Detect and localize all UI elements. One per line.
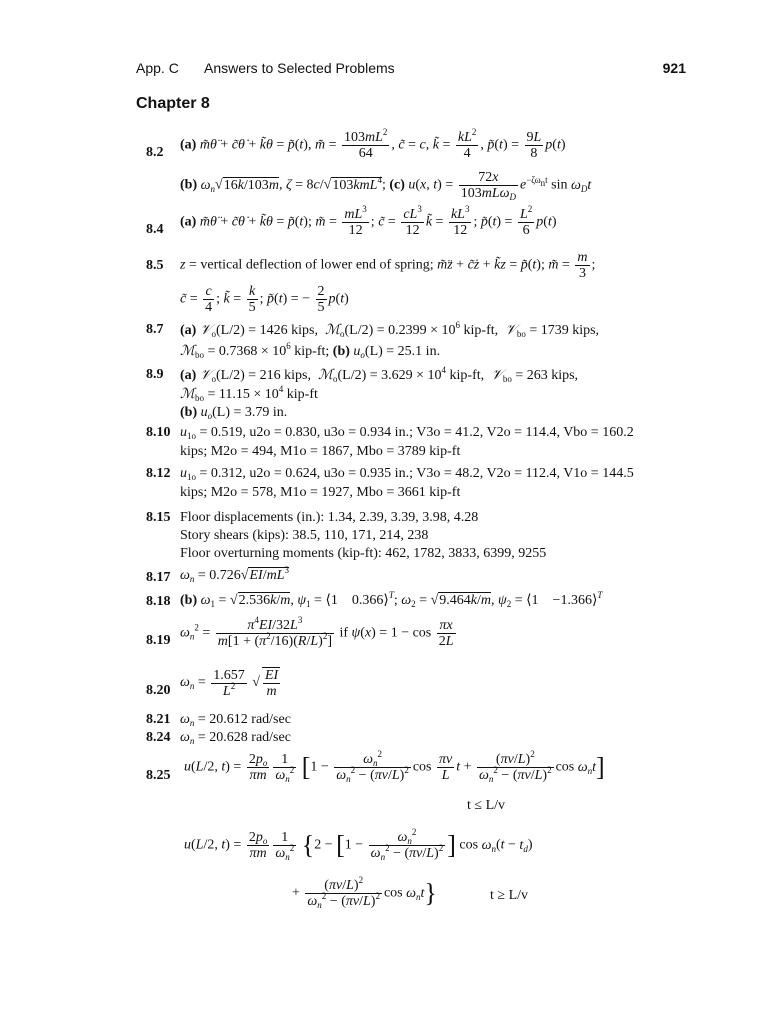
answer-8-21-value: = 20.612 rad/sec bbox=[197, 712, 291, 727]
answer-8-25-condition-2: t ≥ L/v bbox=[490, 888, 529, 903]
answer-8-15-line3: Floor overturning moments (kip-ft): 462, 1782, 3833, 6399, 9255 bbox=[180, 546, 547, 561]
answer-8-25-eq2-cont: + $\frac{(\pi v/L)^2}{\omega_n^2 - (\pi v/L)^2}$ $\cos \omega_nt$} bbox=[292, 875, 437, 910]
answer-8-5-line2: c̃ = $\frac{c}{4}$ ; k̃ = $\frac{k}{5}$ ; p̃(t) = − $\frac{2}{5}$ p(t) bbox=[180, 284, 349, 315]
problem-number: 8.25 bbox=[146, 768, 171, 783]
answer-8-9-d: = 11.15 × 10 bbox=[207, 387, 279, 402]
answer-8-9-line3: (b) $u_o(L) = 3.79$ in. bbox=[180, 405, 288, 421]
answer-8-9-line1: (a) 𝒱$_o$(L/2) = 216 kips, ℳ$_o$(L/2) = $3.629 \times 10^4$ kip-ft, 𝒱$_{bo}$ = 263 kips, bbox=[180, 365, 579, 384]
answer-8-9-b: (L/2) = 3.629 × 10 bbox=[337, 368, 442, 383]
answer-8-7-e: (L) = 25.1 in. bbox=[364, 344, 441, 359]
answer-8-12-line2: kips; M2o = 578, M1o = 1927, Mbo = 3661 kip-ft bbox=[180, 485, 461, 500]
problem-number: 8.21 bbox=[146, 712, 171, 727]
answer-8-25-condition-1: t ≤ L/v bbox=[467, 798, 506, 813]
answer-8-5-text: = vertical deflection of lower end of spring; bbox=[188, 257, 434, 273]
answer-8-25-eq2: u(L/2, t) = $\frac{2p_o}{\pi m}$ $\frac{1}{\omega_n^2}$ {2 − [1 − $\frac{\omega_n^2}{\omega_n^2 - (\pi v/L)^2}$ ] $\cos \omega_n(t - t_d)$ bbox=[184, 827, 533, 862]
answer-8-5-line1: z = vertical deflection of lower end of spring; m̃z̈ + c̃ż + k̃z = p̃(t); m̃ = $\frac{m}{3}$ ; bbox=[180, 250, 596, 281]
answer-8-2-a: (a) m̃θ̈ + c̃θ̇ + k̃θ = p̃(t), m̃ = $\frac{103mL^2}{64}$ , c̃ = c, k̃ = $\frac{kL^2}{4}$ , p̃(t) = $\frac{9L}{8}$ p(t) bbox=[180, 127, 566, 161]
answer-8-19: $\omega_n^2$ = $\frac{\pi^4EI/32L^3}{m[1 + (\pi^2/16)(R/L)^2]}$ if ψ(x) = 1 − cos $\frac{\pi x}{2L}$ bbox=[180, 615, 454, 649]
answer-8-21: $\omega_n = 20.612$ rad/sec bbox=[180, 712, 291, 728]
answer-8-10-line1: $u_{1o} = 0.519$, u2o = 0.830, u3o = 0.934 in.; V3o = 41.2, V2o = 114.4, Vbo = 160.2 bbox=[180, 425, 634, 441]
answer-8-7-d: = 0.7368 × 10 bbox=[207, 344, 287, 359]
answer-8-7-line1: (a) 𝒱$_o$(L/2) = 1426 kips, ℳ$_o$(L/2) = $0.2399 \times 10^6$ kip-ft, 𝒱$_{bo}$ = 1739 kips, bbox=[180, 320, 600, 339]
problem-number: 8.5 bbox=[146, 258, 164, 273]
answer-8-4: (a) m̃θ̈ + c̃θ̇ + k̃θ = p̃(t); m̃ = $\frac{mL^3}{12}$ ; c̃ = $\frac{cL^3}{12}$ k̃ = $\frac{kL^3}{12}$ ; p̃(t) = $\frac{L^2}{6}$ p(t) bbox=[180, 204, 557, 238]
answer-8-18: (b) $\omega_1 = √2.536k/m$, $\psi_1$ = ⟨1 0.366⟩$^T$; $\omega_2 = √9.464k/m$, $\psi_2$ = ⟨1 −1.366⟩$^T$ bbox=[180, 590, 603, 609]
answer-8-25-eq1: u(L/2, t) = $\frac{2p_o}{\pi m}$ $\frac{1}{\omega_n^2}$ [1 − $\frac{\omega_n^2}{\omega_n^2 - (\pi v/L)^2}$ cos $\frac{\pi v}{L}$ t + $\frac{(\pi v/L)^2}{\omega_n^2 - (\pi v/L)^2}$ $\cos \omega_nt$] bbox=[184, 749, 605, 784]
answer-8-10-text1: = 0.519, u2o = 0.830, u3o = 0.934 in.; V3o = 41.2, V2o = 114.4, Vbo = 160.2 bbox=[199, 425, 634, 440]
answer-8-20: $\omega_n$ = $\frac{1.657}{L^2}$ √ $\frac{EI}{m}$ bbox=[180, 667, 279, 699]
problem-number: 8.4 bbox=[146, 222, 164, 237]
appendix-label: App. C bbox=[136, 60, 179, 76]
answer-8-9-e: (L) = 3.79 in. bbox=[212, 405, 288, 420]
answer-8-17: $\omega_n = 0.726√EI/mL^3$ bbox=[180, 565, 289, 584]
answer-8-7-a: (L/2) = 1426 kips, bbox=[216, 323, 318, 338]
problem-number: 8.10 bbox=[146, 425, 171, 440]
problem-number: 8.9 bbox=[146, 367, 164, 382]
header-title: Answers to Selected Problems bbox=[204, 60, 395, 76]
answer-8-2-b: (b) $\omega_n√16k/103m$, ζ = 8c/√103kmL$^4$; (c) u(x, t) = $\frac{72x}{103mL\omega_D}$ $e^{-\zeta\omega_nt}$ $\sin \omega_Dt$ bbox=[180, 170, 592, 202]
answer-8-9-c: = 263 kips, bbox=[515, 368, 579, 383]
answer-8-7-b: (L/2) = 0.2399 × 10 bbox=[344, 323, 456, 338]
problem-number: 8.17 bbox=[146, 570, 171, 585]
answer-8-24: $\omega_n = 20.628$ rad/sec bbox=[180, 730, 291, 746]
answer-8-9-line2: ℳ$_{bo}$ = $11.15 \times 10^4$ kip-ft bbox=[180, 384, 318, 403]
answer-8-15-line2: Story shears (kips): 38.5, 110, 171, 214, 238 bbox=[180, 528, 429, 543]
problem-number: 8.7 bbox=[146, 322, 164, 337]
page-number: 921 bbox=[662, 60, 686, 76]
problem-number: 8.12 bbox=[146, 466, 171, 481]
answer-8-12-line1: $u_{1o} = 0.312$, u2o = 0.624, u3o = 0.935 in.; V3o = 48.2, V2o = 112.4, V1o = 144.5 bbox=[180, 466, 634, 482]
answer-8-7-line2: ℳ$_{bo}$ = $0.7368 \times 10^6$ kip-ft; (b) $u_o(L) = 25.1$ in. bbox=[180, 341, 441, 360]
chapter-title: Chapter 8 bbox=[136, 95, 210, 112]
answer-8-15-line1: Floor displacements (in.): 1.34, 2.39, 3.39, 3.98, 4.28 bbox=[180, 510, 479, 525]
problem-number: 8.24 bbox=[146, 730, 171, 745]
answer-8-24-value: = 20.628 rad/sec bbox=[197, 730, 291, 745]
problem-number: 8.18 bbox=[146, 594, 171, 609]
problem-number: 8.20 bbox=[146, 683, 171, 698]
answer-8-12-text1: = 0.312, u2o = 0.624, u3o = 0.935 in.; V3o = 48.2, V2o = 112.4, V1o = 144.5 bbox=[199, 466, 634, 481]
answer-8-7-c: = 1739 kips, bbox=[529, 323, 600, 338]
problem-number: 8.19 bbox=[146, 633, 171, 648]
problem-number: 8.15 bbox=[146, 510, 171, 525]
answer-8-9-a: (L/2) = 216 kips, bbox=[216, 368, 311, 383]
problem-number: 8.2 bbox=[146, 145, 164, 160]
answer-8-10-line2: kips; M2o = 494, M1o = 1867, Mbo = 3789 kip-ft bbox=[180, 444, 461, 459]
running-header bbox=[136, 60, 686, 80]
